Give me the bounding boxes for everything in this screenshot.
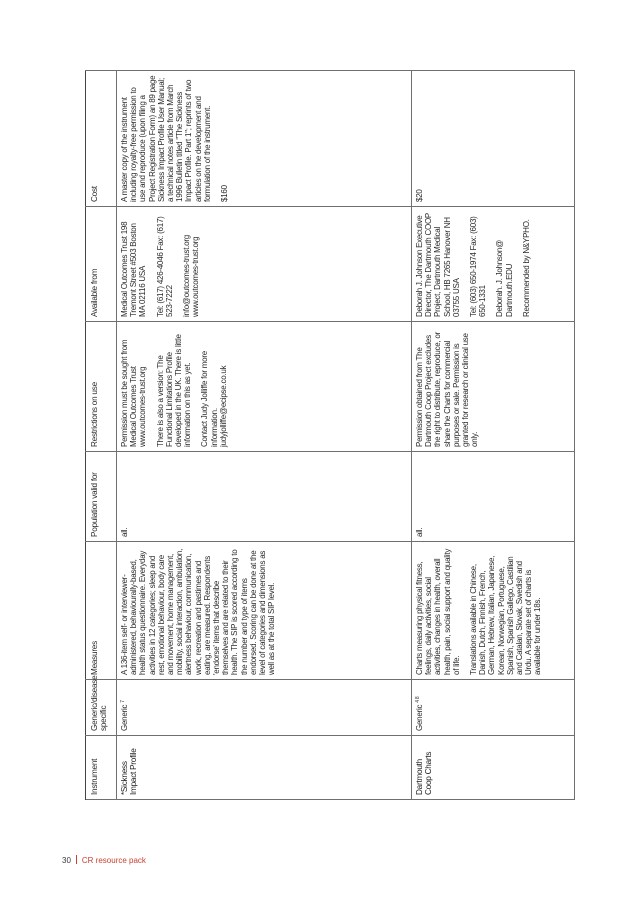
publication-title: CR resource pack	[81, 856, 146, 865]
table-header-row	[86, 71, 117, 800]
available-from-cell: Medical Outcomes Trust 198 Tremont Street #503 Boston MA 02116 USA Tel: (617) 426-4046 Fax: (617) 523-7222 info@outcomes-trust.org www.outcomes-trust.org	[117, 207, 412, 322]
header-measures: Measures	[86, 542, 117, 680]
reference-superscript: 4 8	[415, 696, 421, 703]
page-footer	[62, 855, 146, 865]
header-instrument: Instrument	[86, 736, 117, 800]
table-row	[412, 71, 575, 800]
header-available-from: Available from	[86, 207, 117, 322]
measures-cell: Charts measuring physical fitness, feelings, daily activities, social activities, changes in health, overall health, pain, social support and quality of life. Translations available in Chinese, Danish, Dutch, Finnish, French, German, Hebrew, Italian, Japanese, Korean, Norwegian, Portuguese, Spanish, Spanish Gallego, Castilian and Catalan, Slovak, Swedish and Urdu. A separate set of charts is available for under 18s.	[412, 542, 575, 680]
generic-cell: Generic $^{4 8}$	[412, 680, 575, 736]
instrument-cell: *Sickness Impact Profile	[117, 736, 412, 800]
reference-superscript: 7	[120, 700, 126, 703]
available-from-cell: Deborah J. Johnson Executive Director, The Dartmouth COOP Project, Dartmouth Medical School, HB 7265 Hanover NH 03755 USA Tel: (603) 650-1974 Fax: (603) 650-1331 Deborah. J. Johnson@ Dartmouth.EDU Recommended by N&YPHO.	[412, 207, 575, 322]
measures-cell: A 136-item self- or interviewer-administered, behaviourally-based, health status questionnaire. Everyday activities in 12 categories; sleep and rest, emotional behaviour, body care and movement, home management, mobility, social interaction, ambulation, alertness behaviour, communication, work, recreation and pastimes and eating, are measured. Respondents 'endorse' items that describe themselves and are related to their health. The SIP is scored according to the number and type of items endorsed. Scoring can be done at the level of categories and dimensions as well as at the total SIP level.	[117, 542, 412, 680]
page-number: 30	[62, 856, 71, 865]
header-population-valid-for: Population valid for	[86, 452, 117, 542]
header-generic-disease-specific: Generic/disease specific	[86, 680, 117, 736]
population-cell: all.	[117, 452, 412, 542]
restrictions-cell: Permission obtained from The Dartmouth Coop Project excludes the right to distribute, reproduce, or share the Charts for commercial purposes or sale. Permission is granted for research or clinical use only.	[412, 322, 575, 452]
footer-divider	[76, 855, 77, 864]
instrument-cell: Dartmouth Coop Charts	[412, 736, 575, 800]
table-row	[117, 71, 412, 800]
header-cost: Cost	[86, 71, 117, 207]
population-cell: all.	[412, 452, 575, 542]
cost-cell: A master copy of the instrument including royalty-free permission to use and reproduce (upon filing a Project Registration Form) an 89 page Sickness Impact Profile User Manual; a technical notes article from March 1996 Bulletin titled "The Sickness Impact Profile. Part 1"; reprints of two articles on the development and formulation of the instrument. $160	[117, 71, 412, 207]
generic-cell: Generic $^7$	[117, 680, 412, 736]
header-restrictions-on-use: Restrictions on use	[86, 322, 117, 452]
rotated-table-sheet	[85, 71, 575, 800]
cost-cell: $20	[412, 71, 575, 207]
instrument-table	[85, 70, 575, 800]
restrictions-cell: Permission must be sought from Medical Outcomes Trust www.outcomes-trust.org There is also a version: The Functional Limitations Profile developed in the UK. There is little information on this as yet. Contact Judy Jolliffe for more information. judyjolliffe@ecipse.co.uk	[117, 322, 412, 452]
